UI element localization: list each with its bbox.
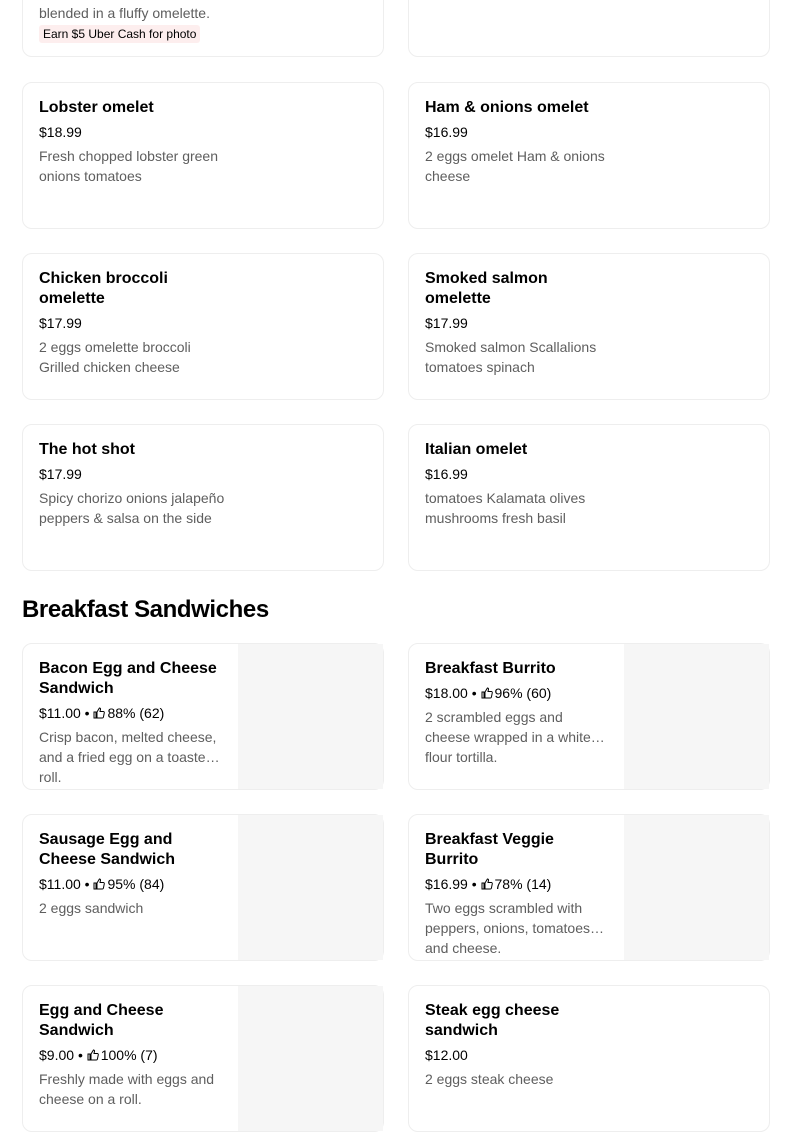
menu-item-card-partial[interactable] bbox=[408, 0, 770, 57]
menu-item-card-partial[interactable] bbox=[22, 0, 384, 57]
menu-item-rating: 100% (7) bbox=[100, 1047, 158, 1063]
menu-item-image-placeholder bbox=[624, 815, 769, 960]
menu-item-name: Bacon Egg and Cheese Sandwich bbox=[39, 660, 217, 697]
menu-item-price: $17.99 bbox=[425, 315, 468, 331]
menu-item-price: $16.99 bbox=[425, 124, 468, 140]
menu-item-name: Sausage Egg and Cheese Sandwich bbox=[39, 831, 176, 868]
menu-item-description: Smoked salmon Scallalions tomatoes spinach bbox=[425, 339, 597, 375]
menu-item-price: $11.00 bbox=[39, 876, 81, 892]
menu-item-description: Crisp bacon, melted cheese, and a fried egg on a toasted roll. bbox=[39, 729, 217, 785]
thumbs-up-icon bbox=[481, 687, 493, 699]
menu-item-card[interactable] bbox=[408, 985, 770, 1132]
menu-item-card[interactable] bbox=[408, 643, 770, 790]
menu-item-rating: 95% (84) bbox=[107, 876, 165, 892]
menu-item-name: Chicken broccoli omelette bbox=[39, 270, 168, 307]
menu-item-description: Two eggs scrambled with peppers, onions, tomatoes and cheese. bbox=[425, 900, 590, 956]
menu-item-card[interactable] bbox=[22, 985, 384, 1132]
meta-separator: • bbox=[77, 1047, 83, 1063]
thumbs-up-icon bbox=[87, 1049, 99, 1061]
menu-item-name: Breakfast Veggie Burrito bbox=[425, 831, 554, 868]
menu-item-rating: 96% (60) bbox=[494, 685, 552, 701]
thumbs-up-icon bbox=[93, 707, 105, 719]
menu-item-name: Egg and Cheese Sandwich bbox=[39, 1002, 164, 1039]
menu-item-image-placeholder bbox=[624, 644, 769, 789]
menu-item-price: $11.00 bbox=[39, 705, 81, 721]
menu-item-name: The hot shot bbox=[39, 441, 135, 458]
menu-item-card[interactable] bbox=[22, 643, 384, 790]
menu-item-price: $16.99 bbox=[425, 466, 468, 482]
menu-item-name: Breakfast Burrito bbox=[425, 660, 556, 677]
menu-item-rating: 88% (62) bbox=[107, 705, 165, 721]
menu-item-description: Spicy chorizo onions jalapeño peppers & salsa on the side bbox=[39, 490, 225, 526]
menu-item-description: 2 eggs steak cheese bbox=[425, 1071, 554, 1087]
menu-item-name: Smoked salmon omelette bbox=[425, 270, 548, 307]
meta-separator: • bbox=[471, 685, 477, 701]
meta-separator: • bbox=[84, 876, 90, 892]
menu-item-price: $9.00 bbox=[39, 1047, 75, 1063]
meta-separator: • bbox=[471, 876, 477, 892]
menu-item-card[interactable] bbox=[22, 82, 384, 229]
menu-item-description: 2 eggs omelet Ham & onions cheese bbox=[425, 148, 605, 184]
menu-item-card[interactable] bbox=[22, 253, 384, 400]
menu-item-price: $18.00 bbox=[425, 685, 468, 701]
menu-item-image-placeholder bbox=[238, 815, 383, 960]
menu-item-image-placeholder bbox=[238, 986, 383, 1131]
menu-item-card[interactable] bbox=[22, 424, 384, 571]
menu-item-name: Lobster omelet bbox=[39, 99, 154, 116]
menu-item-card[interactable] bbox=[408, 814, 770, 961]
thumbs-up-icon bbox=[481, 878, 493, 890]
menu-item-name: Ham & onions omelet bbox=[425, 99, 589, 116]
menu-item-price: $17.99 bbox=[39, 466, 82, 482]
menu-item-rating: 78% (14) bbox=[494, 876, 552, 892]
menu-item-card[interactable] bbox=[408, 424, 770, 571]
menu-item-description: blended in a fluffy omelette. bbox=[39, 5, 210, 21]
menu-item-name: Steak egg cheese sandwich bbox=[425, 1002, 560, 1039]
menu-item-card[interactable] bbox=[408, 82, 770, 229]
menu-item-description: Fresh chopped lobster green onions tomatoes bbox=[39, 148, 218, 184]
menu-item-price: $18.99 bbox=[39, 124, 82, 140]
menu-item-card[interactable] bbox=[22, 814, 384, 961]
menu-item-description: Freshly made with eggs and cheese on a roll. bbox=[39, 1071, 215, 1107]
menu-item-name: Italian omelet bbox=[425, 441, 528, 458]
menu-item-description: 2 scrambled eggs and cheese wrapped in a white flour tortilla. bbox=[425, 709, 591, 765]
uber-cash-promo-badge[interactable]: Earn $5 Uber Cash for photo bbox=[39, 25, 200, 43]
menu-item-price: $17.99 bbox=[39, 315, 82, 331]
menu-item-description: tomatoes Kalamata olives mushrooms fresh basil bbox=[425, 490, 586, 526]
menu-item-price: $12.00 bbox=[425, 1047, 468, 1063]
menu-item-card[interactable] bbox=[408, 253, 770, 400]
menu-item-description: 2 eggs sandwich bbox=[39, 900, 144, 916]
menu-item-price: $16.99 bbox=[425, 876, 468, 892]
menu-item-image-placeholder bbox=[238, 644, 383, 789]
thumbs-up-icon bbox=[93, 878, 105, 890]
meta-separator: • bbox=[84, 705, 90, 721]
section-title-breakfast-sandwiches: Breakfast Sandwiches bbox=[22, 596, 269, 623]
menu-item-description: 2 eggs omelette broccoli Grilled chicken cheese bbox=[39, 339, 191, 375]
